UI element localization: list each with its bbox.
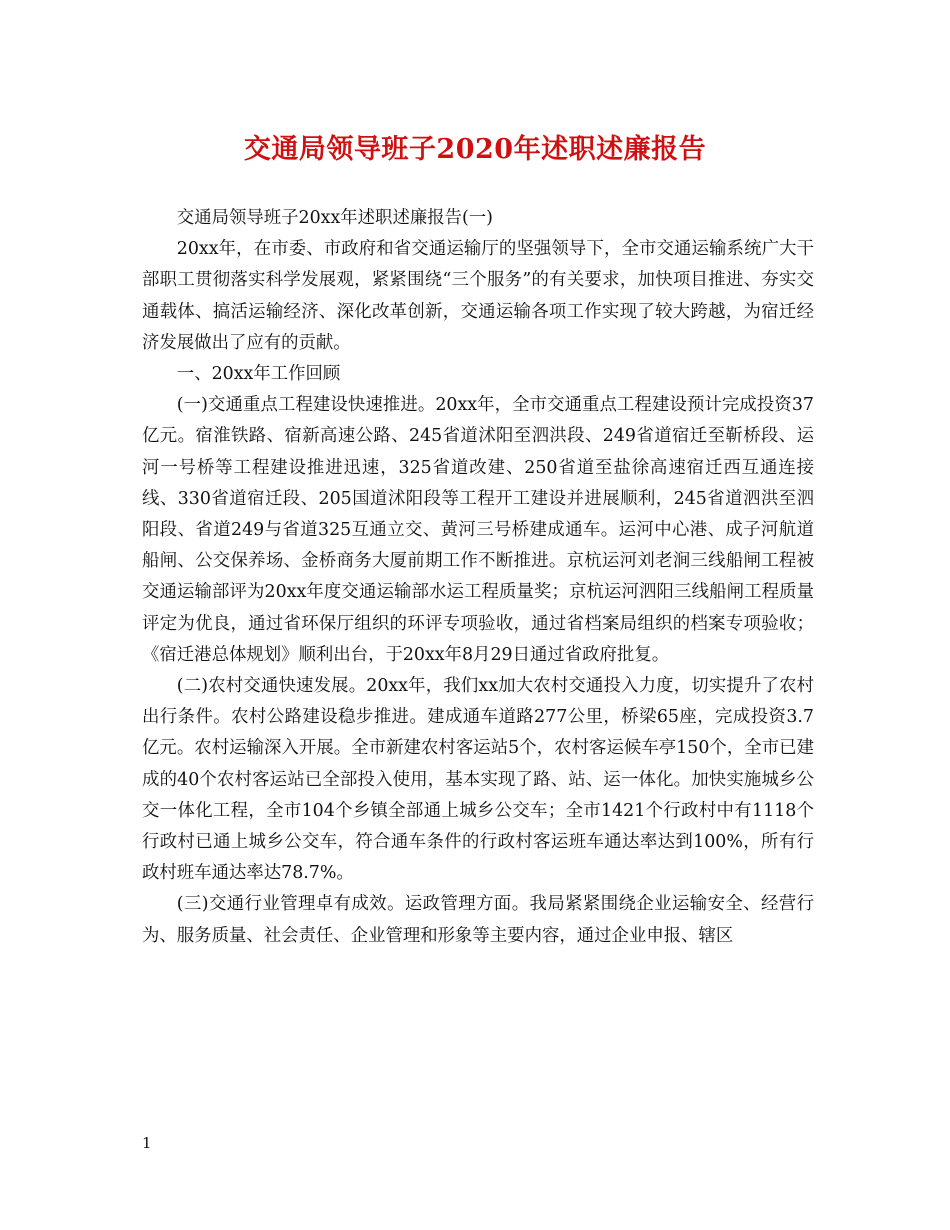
industry-management-paragraph: (三)交通行业管理卓有成效。运政管理方面。我局紧紧围绕企业运输安全、经营行为、服务质量、社会责任、企业管理和形象等主要内容，通过企业申报、辖区 bbox=[142, 894, 814, 946]
intro-paragraph: 20xx年，在市委、市政府和省交通运输厅的坚强领导下，全市交通运输系统广大干部职工贯彻落实科学发展观，紧紧围绕“三个服务”的有关要求，加快项目推进、夯实交通载体、搞活运输经济、深化改革创新，交通运输各项工作实现了较大跨越，为宿迁经济发展做出了应有的贡献。 bbox=[142, 239, 814, 353]
document-title: 交通局领导班子2020年述职述廉报告 bbox=[243, 134, 707, 165]
section-heading-paragraph: 一、20xx年工作回顾 bbox=[176, 364, 341, 385]
report-subtitle-paragraph: 交通局领导班子20xx年述职述廉报告(一) bbox=[176, 208, 493, 228]
document-body bbox=[142, 203, 814, 952]
rural-transport-paragraph: (二)农村交通快速发展。20xx年，我们xx加大农村交通投入力度，切实提升了农村出行条件。农村公路建设稳步推进。建成通车道路277公里，桥梁65座，完成投资3.7亿元。农村运输深入开展。全市新建农村客运站5个，农村客运候车亭150个，全市已建成的40个农村客运站已全部投入使用，基本实现了路、站、运一体化。加快实施城乡公交一体化工程，全市104个乡镇全部通上城乡公交车；全市1421个行政村中有1118个行政村已通上城乡公交车，符合通车条件的行政村客运班车通达率达到100%，所有行政村班车通达率达78.7%。 bbox=[142, 676, 814, 884]
key-projects-paragraph: (一)交通重点工程建设快速推进。20xx年，全市交通重点工程建设预计完成投资37亿元。宿淮铁路、宿新高速公路、245省道沭阳至泗洪段、249省道宿迁至靳桥段、运河一号桥等工程建设推进迅速，325省道改建、250省道至盐徐高速宿迁西互通连接线、330省道宿迁段、205国道沭阳段等工程开工建设并进展顺利，245省道泗洪至泗阳段、省道249与省道325互通立交、黄河三号桥建成通车。运河中心港、成子河航道船闸、公交保养场、金桥商务大厦前期工作不断推进。京杭运河刘老涧三线船闸工程被交通运输部评为20xx年度交通运输部水运工程质量奖；京杭运河泗阳三线船闸工程质量评定为优良，通过省环保厅组织的环评专项验收，通过省档案局组织的档案专项验收；《宿迁港总体规划》顺利出台，于20xx年8月29日通过省政府批复。 bbox=[142, 395, 814, 665]
page-number: 1 bbox=[142, 1134, 152, 1152]
